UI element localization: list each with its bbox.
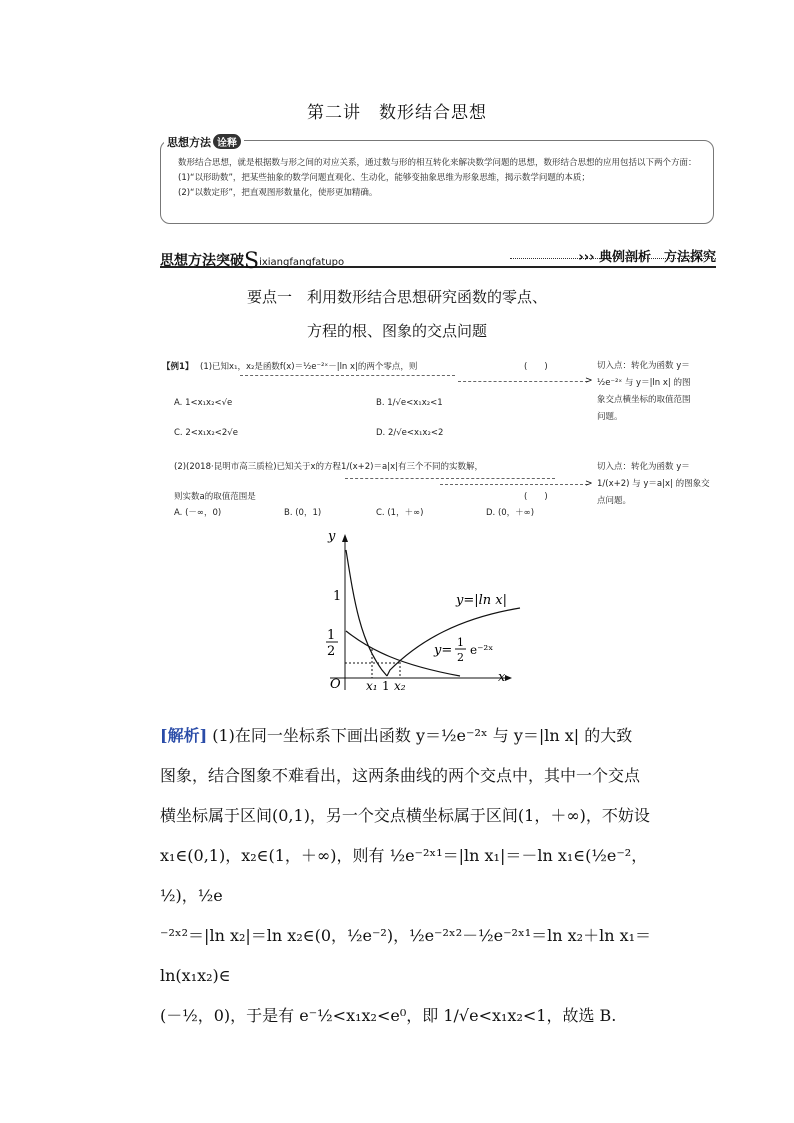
method-box-text [178, 156, 710, 201]
example-q2b: 则实数a的取值范围是 [174, 492, 256, 502]
solution-line: ⁻²ˣ²＝|ln x₂|＝ln x₂∈(0，½e⁻²)，½e⁻²ˣ²－½e⁻²ˣ¹＝ln x₂＋ln x₁＝ln(x₁x₂)∈ [160, 926, 652, 985]
x1-label: x₁ [366, 679, 378, 693]
solution-text: (1)在同一坐标系下画出函数 y＝½e⁻²ˣ 与 y＝|ln x| 的大致 [212, 726, 633, 745]
example-bracket2: ( ) [524, 492, 548, 502]
example-label: 【例1】 [162, 362, 194, 372]
solution-line: 横坐标属于区间(0,1)，另一个交点横坐标属于区间(1，＋∞)，不妨设 [160, 806, 650, 825]
solution-line: x₁∈(0,1)，x₂∈(1，＋∞)，则有 ½e⁻²ˣ¹＝|ln x₁|＝－ln x₁∈(½e⁻²，½)，½e [160, 846, 648, 905]
x2-label: x₂ [394, 679, 406, 693]
point-title-line2: 方程的根、图象的交点问题 [306, 322, 487, 340]
method-line: (2)“以数定形”，把直观图形数量化，使形更加精确。 [178, 188, 378, 198]
option-d2: D. (0，＋∞) [486, 508, 535, 518]
method-line: (1)“以形助数”，把某些抽象的数学问题直观化、生动化，能够变抽象思维为形象思维，揭示数学问题的本质； [178, 173, 590, 183]
option-a1: A. 1<x₁x₂<√e [174, 398, 233, 408]
x-axis-arrow-icon [505, 675, 512, 681]
aside-line: 象交点横坐标的取值范围 [597, 395, 691, 405]
option-b2: B. (0，1) [284, 508, 322, 518]
curve2-suffix: e⁻²ˣ [470, 643, 494, 657]
arrow-line [458, 381, 588, 382]
origin-label: O [330, 677, 341, 692]
section-title: 思想方法突破 [160, 253, 244, 269]
method-heading-pill: 诠释 [213, 134, 241, 149]
section-letter: S [244, 249, 260, 274]
x-label: x [498, 670, 506, 685]
aside-line: 点问题。 [597, 496, 632, 506]
solution-line: 图象，结合图象不难看出，这两条曲线的两个交点中，其中一个交点 [160, 766, 641, 785]
option-d1: D. 2/√e<x₁x₂<2 [376, 428, 444, 438]
section-pinyin: ixiangfangfatupo [259, 257, 345, 268]
aside-line: ½e⁻²ˣ 与 y＝|ln x| 的图 [597, 378, 691, 388]
curve2-num: 1 [457, 636, 464, 649]
aside-line: 切入点：转化为函数 y＝ [597, 462, 690, 472]
tick-half-den: 2 [327, 644, 336, 659]
option-c1: C. 2<x₁x₂<2√e [174, 428, 238, 438]
curve2-den: 2 [457, 651, 464, 664]
arrow-line-2 [440, 484, 588, 485]
section-bar-left [160, 246, 345, 274]
solution-line: (－½，0)，于是有 e⁻½<x₁x₂<e⁰，即 1/√e<x₁x₂<1，故选 B. [160, 1006, 617, 1025]
aside-hint-1 [597, 358, 717, 426]
wavy-underline [240, 375, 455, 376]
solution-label: [解析] [160, 726, 208, 745]
option-c2: C. (1，＋∞) [376, 508, 424, 518]
curve1-label: y=|ln x| [456, 593, 507, 608]
method-heading-text: 思想方法 [167, 136, 211, 149]
arrow-icon: > [585, 376, 593, 386]
solution-line-1 [160, 716, 676, 756]
section-bar [160, 246, 716, 274]
example-q2a: (2)(2018·昆明市高三质检)已知关于x的方程1/(x+2)＝a|x|有三个不同的实数解， [174, 462, 483, 472]
function-graph [310, 530, 530, 695]
aside-hint-2 [597, 459, 717, 510]
curve2-prefix: y= [434, 643, 453, 658]
aside-line: 问题。 [597, 412, 623, 422]
section-bar-right: ››› 典例剖析 方法探究 [578, 250, 716, 265]
method-line: 数形结合思想，就是根据数与形之间的对应关系，通过数与形的相互转化来解决数学问题的思想，数形结合思想的应用包括以下两个方面： [178, 158, 697, 168]
y-axis-arrow-icon [342, 534, 348, 542]
point-title-line1: 要点一 利用数形结合思想研究函数的零点、 [246, 288, 547, 306]
solution-block [160, 716, 676, 1036]
y-label: y [328, 530, 336, 544]
wavy-underline-2 [345, 478, 555, 479]
option-b1: B. 1/√e<x₁x₂<1 [376, 398, 443, 408]
option-a2: A. (－∞，0) [174, 508, 222, 518]
page-title: 第二讲 数形结合思想 [307, 103, 487, 123]
example-bracket1: ( ) [524, 362, 548, 372]
example-q1: (1)已知x₁，x₂是函数f(x)＝½e⁻²ˣ－|ln x|的两个零点，则 [200, 362, 418, 372]
tick-half-num: 1 [327, 628, 336, 643]
aside-line: 切入点：转化为函数 y＝ [597, 361, 690, 371]
ln-curve-right [387, 608, 520, 676]
x-one-label: 1 [382, 679, 390, 693]
tick-one: 1 [333, 589, 342, 604]
arrow-icon-2: > [585, 479, 593, 489]
aside-line: 1/(x+2) 与 y＝a|x| 的图象交 [597, 479, 710, 489]
method-box-heading [164, 134, 244, 150]
ln-curve-left [346, 550, 387, 676]
